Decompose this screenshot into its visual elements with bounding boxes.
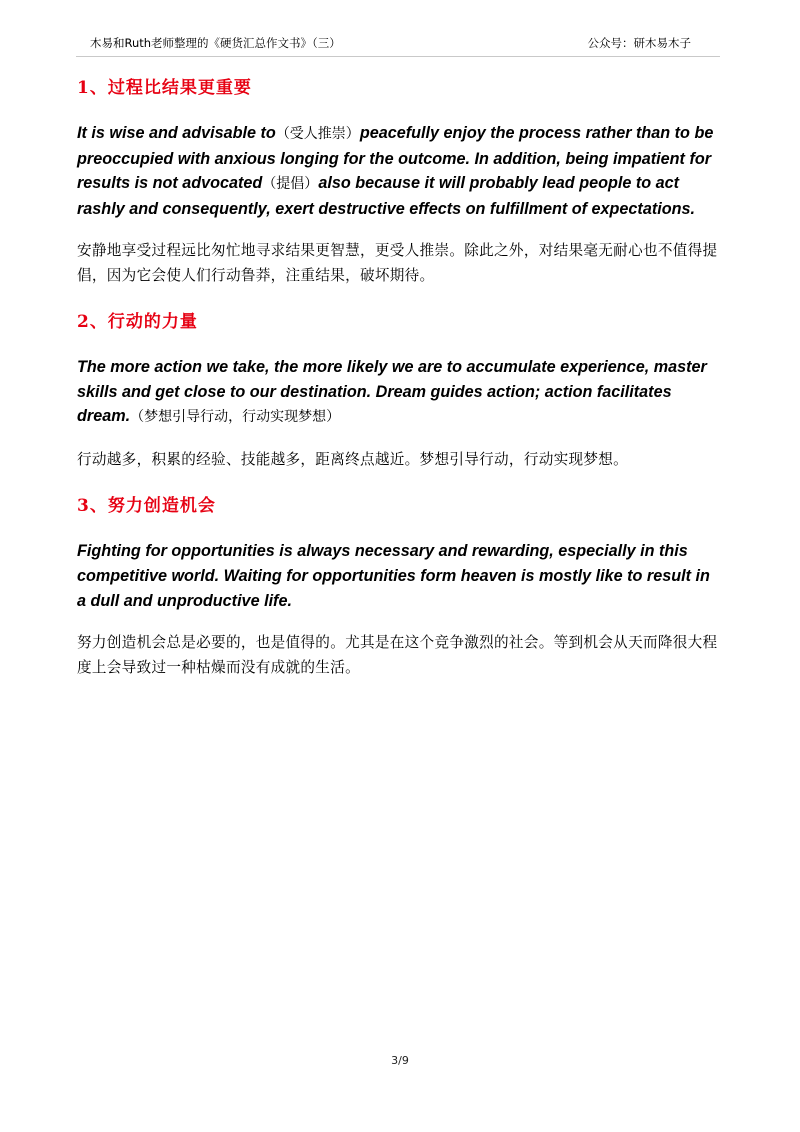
section-heading: 1、过程比结果更重要 — [77, 78, 252, 98]
header-title: 木易和Ruth老师整理的《硬货汇总作文书》（三） — [90, 36, 341, 50]
chinese-note: （受人推崇） — [275, 126, 360, 142]
english-text: peacefully enjoy the process rather than to be preoccupied with anxious longing for the outcome. In addition, being impatient for results is not advocated — [77, 124, 714, 193]
english-paragraph — [77, 121, 723, 221]
chinese-paragraph: 努力创造机会总是必要的，也是值得的。尤其是在这个竞争激烈的社会。等到机会从天而降很大程度上会导致过一种枯燥而没有成就的生活。 — [77, 634, 718, 676]
header-divider — [76, 56, 720, 57]
page-header — [0, 30, 800, 54]
section-action — [77, 308, 723, 472]
chinese-note: （梦想引导行动，行动实现梦想） — [130, 409, 341, 426]
english-paragraph: Fighting for opportunities is always necessary and rewarding, especially in this competitive world. Waiting for opportunities form heaven is mostly like to result in a dull and unproductive life. — [77, 542, 710, 610]
section-heading: 2、行动的力量 — [77, 312, 198, 333]
english-paragraph — [77, 355, 723, 430]
header-account: 公众号：研木易木子 — [587, 36, 691, 50]
section-process — [77, 74, 723, 288]
section-heading: 3、努力创造机会 — [77, 496, 216, 517]
section-opportunity — [77, 492, 723, 680]
page-number: 3/9 — [391, 1054, 409, 1067]
chinese-paragraph: 行动越多，积累的经验、技能越多，距离终点越近。梦想引导行动，行动实现梦想。 — [77, 450, 629, 468]
english-text: also because it will probably lead people to act rashly and consequently, exert destructive effects on fulfillment of expectations. — [77, 174, 695, 218]
page-content — [77, 74, 723, 680]
english-text: The more action we take, the more likely we are to accumulate experience, master skills and get close to our destination. Dream guides action; action facilitates dream. — [77, 358, 707, 426]
chinese-note: （提倡） — [262, 176, 319, 193]
chinese-paragraph: 安静地享受过程远比匆忙地寻求结果更智慧，更受人推崇。除此之外，对结果毫无耐心也不值得提倡，因为它会使人们行动鲁莽，注重结果，破坏期待。 — [77, 242, 718, 284]
english-text: It is wise and advisable to — [77, 124, 276, 142]
